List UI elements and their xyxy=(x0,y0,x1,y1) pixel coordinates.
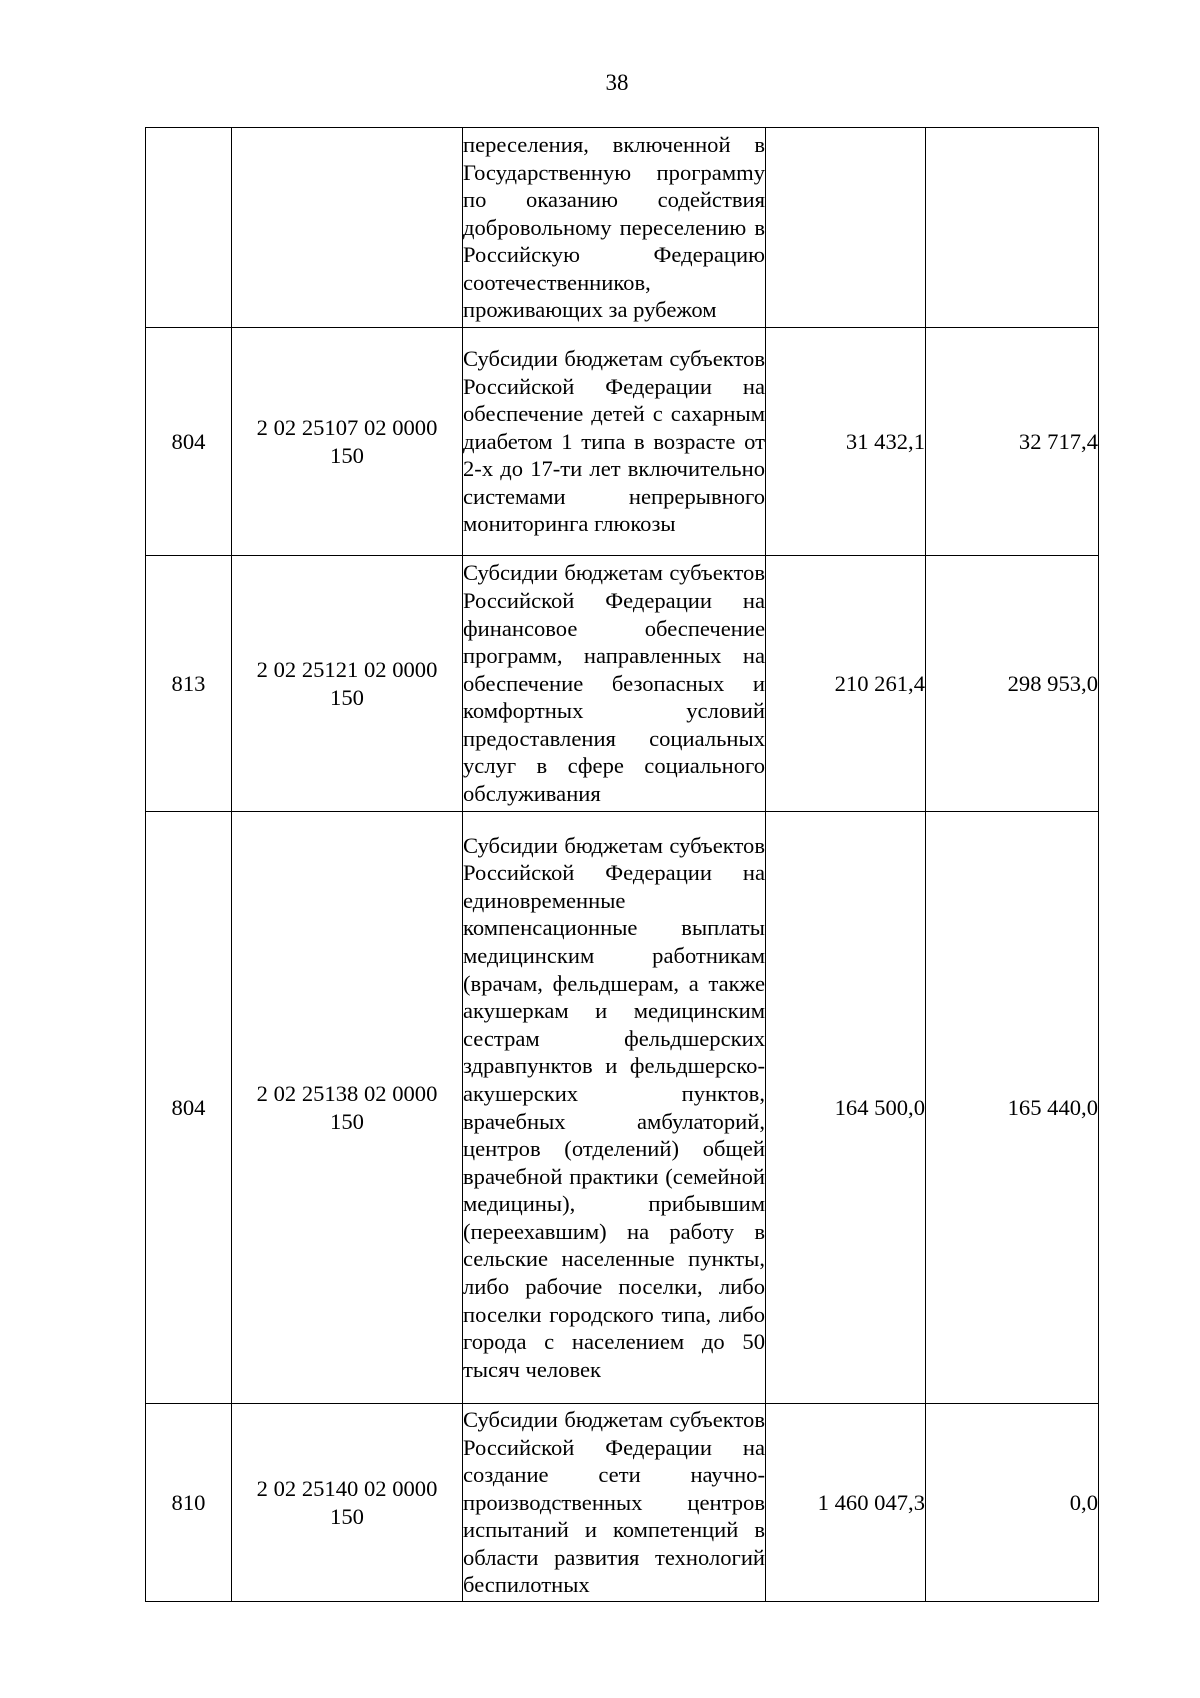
kbk-code-cell xyxy=(232,128,463,328)
description-cell: переселения, включенной в Государственную програмmy по оказанию содействия добровольному переселению в Российскую Федерацию соотечественников, проживающих за рубежом xyxy=(463,128,766,328)
kbk-code-line: 2 02 25121 02 0000 xyxy=(256,656,438,682)
admin-code-cell: 810 xyxy=(146,1404,232,1602)
kbk-code-cell xyxy=(232,556,463,812)
budget-table xyxy=(145,127,1099,1602)
amount-year2-cell: 32 717,4 xyxy=(926,328,1099,556)
amount-year1-cell: 164 500,0 xyxy=(766,812,926,1404)
amount-year2-cell xyxy=(926,128,1099,328)
kbk-code-line: 150 xyxy=(330,442,364,468)
admin-code-cell: 813 xyxy=(146,556,232,812)
kbk-code-cell xyxy=(232,812,463,1404)
amount-year1-cell: 31 432,1 xyxy=(766,328,926,556)
amount-year2-cell: 165 440,0 xyxy=(926,812,1099,1404)
admin-code-cell: 804 xyxy=(146,812,232,1404)
table-row xyxy=(146,556,1099,812)
kbk-code-line: 150 xyxy=(330,1503,364,1529)
admin-code-cell: 804 xyxy=(146,328,232,556)
amount-year2-cell: 298 953,0 xyxy=(926,556,1099,812)
amount-year1-cell: 210 261,4 xyxy=(766,556,926,812)
kbk-code-line: 2 02 25140 02 0000 xyxy=(256,1475,438,1501)
description-cell: Субсидии бюджетам субъектов Российской Федерации на обеспечение детей с сахарным диабетом 1 типа в возрасте от 2-х до 17-ти лет включительно системами непрерывного мониторинга глюкозы xyxy=(463,328,766,556)
amount-year1-cell xyxy=(766,128,926,328)
admin-code-cell xyxy=(146,128,232,328)
kbk-code-line: 150 xyxy=(330,1108,364,1134)
amount-year2-cell: 0,0 xyxy=(926,1404,1099,1602)
description-cell: Субсидии бюджетам субъектов Российской Федерации на единовременные компенсационные выплаты медицинским работникам (врачам, фельдшерам, а также акушеркам и медицинским сестрам фельдшерских здравпунктов и фельдшерско-акушерских пунктов, врачебных амбулаторий, центров (отделений) общей врачебной практики (семейной медицины), прибывшим (переехавшим) на работу в сельские населенные пункты, либо рабочие поселки, либо поселки городского типа, либо города с населением до 50 тысяч человек xyxy=(463,812,766,1404)
kbk-code-cell xyxy=(232,1404,463,1602)
kbk-code-line: 2 02 25107 02 0000 xyxy=(256,414,438,440)
description-cell: Субсидии бюджетам субъектов Российской Федерации на финансовое обеспечение программ, направленных на обеспечение безопасных и комфортных условий предоставления социальных услуг в сфере социального обслуживания xyxy=(463,556,766,812)
table-row xyxy=(146,328,1099,556)
table-row xyxy=(146,128,1099,328)
kbk-code-line: 150 xyxy=(330,684,364,710)
description-cell: Субсидии бюджетам субъектов Российской Федерации на создание сети научно-производственных центров испытаний и компетенций в области развития технологий беспилотных xyxy=(463,1404,766,1602)
kbk-code-line: 2 02 25138 02 0000 xyxy=(256,1080,438,1106)
amount-year1-cell: 1 460 047,3 xyxy=(766,1404,926,1602)
kbk-code-cell xyxy=(232,328,463,556)
table-row xyxy=(146,812,1099,1404)
page-number: 38 xyxy=(605,70,629,95)
table-row xyxy=(146,1404,1099,1602)
